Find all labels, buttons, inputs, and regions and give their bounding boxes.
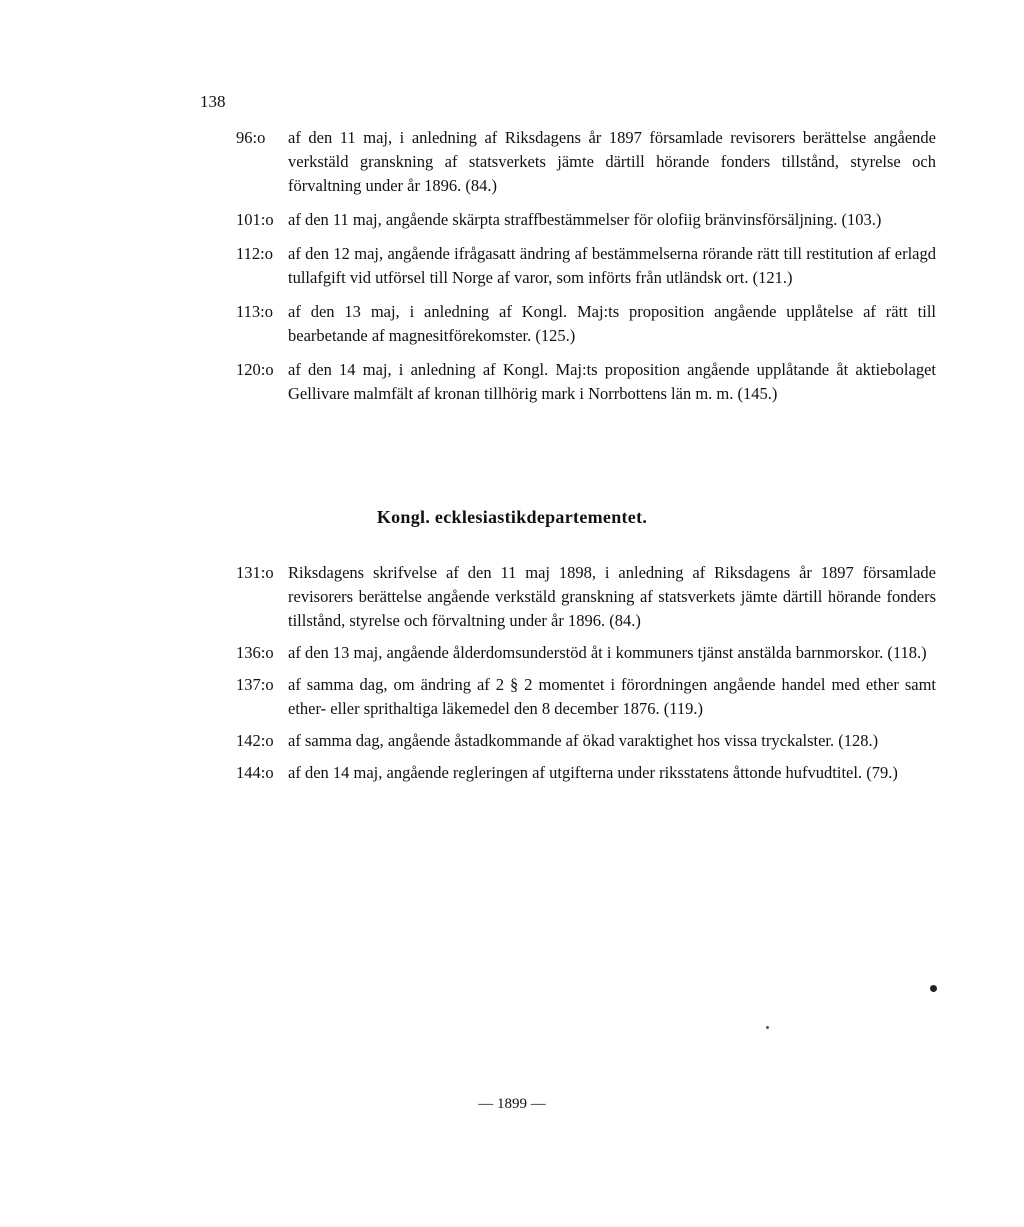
entry-text: af den 14 maj, i anledning af Kongl. Maj:ts proposition angående upplåtande åt aktiebolaget Gellivare malmfält af kronan tillhörig mark i Norrbottens län m. m. (145.) bbox=[288, 360, 936, 403]
entry-113 bbox=[236, 300, 936, 348]
entry-text: af den 14 maj, angående regleringen af utgifterna under riksstatens åttonde hufvudtitel. (79.) bbox=[288, 763, 898, 782]
entry-101 bbox=[236, 208, 936, 232]
entry-131 bbox=[236, 561, 936, 633]
entry-text: Riksdagens skrifvelse af den 11 maj 1898, i anledning af Riksdagens år 1897 församlade revisorers berättelse angående verkstäld granskning af statsverkets jämte därtill hörande fonders tillstånd, styrelse och förvaltning under år 1896. (84.) bbox=[288, 563, 936, 630]
page-number: 138 bbox=[200, 92, 226, 111]
entry-list-group-a bbox=[236, 126, 936, 406]
entry-text: af den 13 maj, angående ålderdomsunderstöd åt i kommuners tjänst anstälda barnmorskor. (118.) bbox=[288, 643, 927, 662]
entry-number: 144:o bbox=[236, 763, 274, 782]
entry-text: af den 11 maj, angående skärpta straffbestämmelser för olofiig bränvinsförsäljning. (103.) bbox=[288, 210, 882, 229]
section-heading: Kongl. ecklesiastikdepartementet. bbox=[376, 507, 648, 527]
entry-136 bbox=[236, 641, 936, 665]
ink-speck-small bbox=[766, 1026, 769, 1029]
entry-112 bbox=[236, 242, 936, 290]
entry-number: 131:o bbox=[236, 563, 274, 582]
entry-number: 120:o bbox=[236, 360, 274, 379]
entry-number: 137:o bbox=[236, 675, 274, 694]
entry-number: 136:o bbox=[236, 643, 274, 662]
entry-number: 113:o bbox=[236, 302, 273, 321]
entry-144 bbox=[236, 761, 936, 785]
entry-number: 142:o bbox=[236, 731, 274, 750]
ink-speck bbox=[930, 985, 937, 992]
entry-text: af samma dag, om ändring af 2 § 2 momentet i förordningen angående handel med ether samt ether- eller sprithaltiga läkemedel den 8 december 1876. (119.) bbox=[288, 675, 936, 718]
entry-text: af samma dag, angående åstadkommande af ökad varaktighet hos vissa tryckalster. (128.) bbox=[288, 731, 879, 750]
entry-number: 96:o bbox=[236, 128, 266, 147]
entry-120 bbox=[236, 358, 936, 406]
entry-number: 101:o bbox=[236, 210, 274, 229]
entry-text: af den 13 maj, i anledning af Kongl. Maj:ts proposition angående upplåtelse af rätt till bearbetande af magnesitförekomster. (125.) bbox=[288, 302, 936, 345]
entry-number: 112:o bbox=[236, 244, 273, 263]
footer-year: — 1899 — bbox=[478, 1096, 546, 1112]
entry-text: af den 12 maj, angående ifrågasatt ändring af bestämmelserna rörande rätt till restitution af erlagd tullafgift vid utförsel till Norge af varor, som införts från utländsk ort. (121.) bbox=[288, 244, 936, 287]
entry-96 bbox=[236, 126, 936, 198]
entry-142 bbox=[236, 729, 936, 753]
entry-text: af den 11 maj, i anledning af Riksdagens år 1897 församlade revisorers berättelse angående verkstäld granskning af statsverkets jämte därtill hörande fonders tillstånd, styrelse och förvaltning under år 1896. (84.) bbox=[288, 128, 936, 195]
entry-137 bbox=[236, 673, 936, 721]
entry-list-group-b bbox=[236, 561, 936, 785]
